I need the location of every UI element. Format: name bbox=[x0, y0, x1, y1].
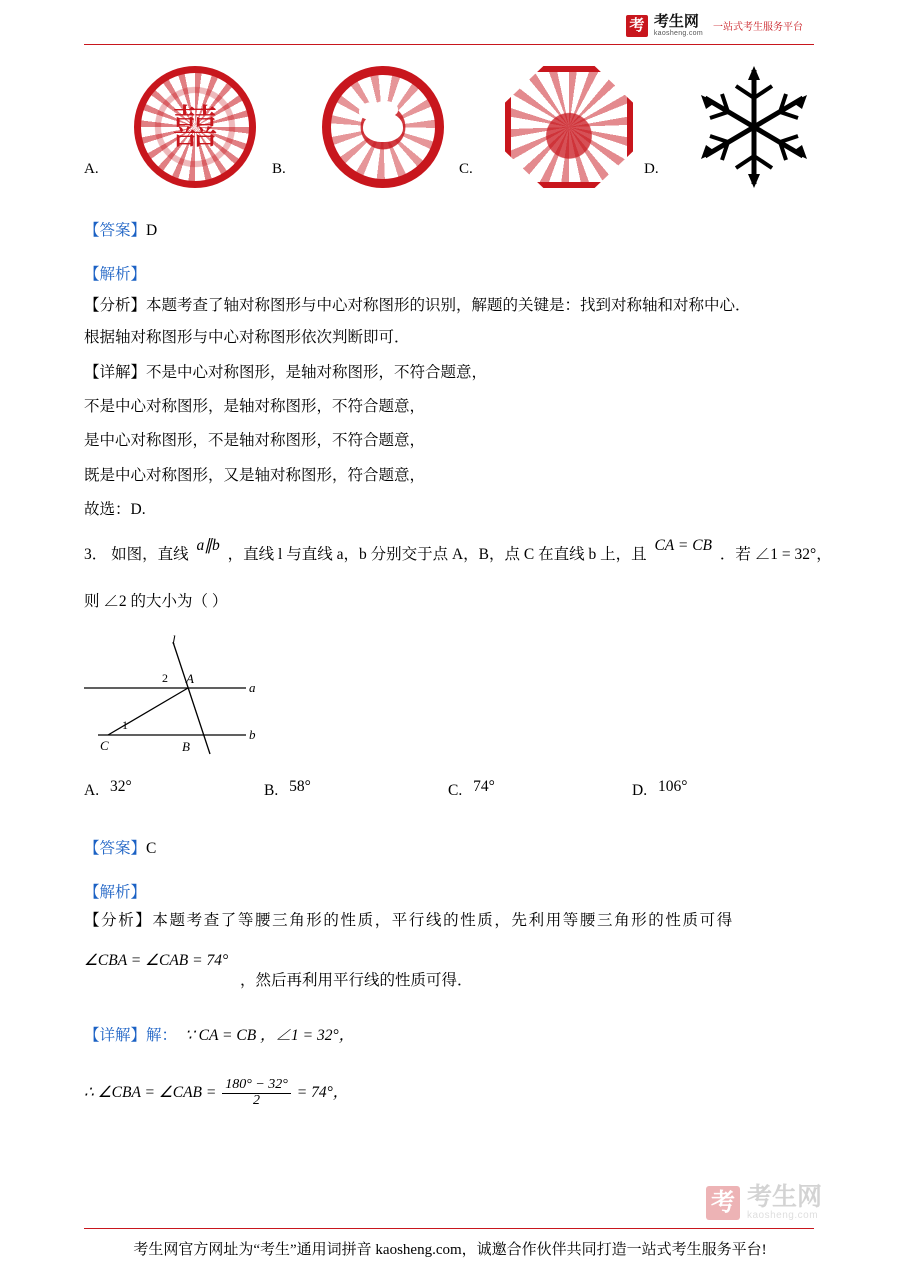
q3-detail-frac-num: 180° − 32° bbox=[222, 1078, 291, 1094]
q3-stem-eq: CA = CB bbox=[654, 537, 713, 554]
footer-text: 考生网官方网址为“考生”通用词拼音 kaosheng.com，诚邀合作伙伴共同打造一站式考生服务平台! bbox=[133, 1242, 767, 1258]
q3-option-a[interactable] bbox=[84, 778, 132, 801]
q3-option-a-label: A. bbox=[84, 782, 100, 799]
q3-detail-label: 【详解】解： bbox=[84, 1027, 178, 1044]
q3-detail-given: ∵ CA = CB ，∠1 = 32°， bbox=[184, 1027, 355, 1044]
q2-analysis-line-2: 根据轴对称图形与中心对称图形依次判断即可． bbox=[84, 329, 410, 346]
q3-option-b-label: B. bbox=[264, 782, 279, 799]
q3-number: 3． bbox=[84, 546, 108, 563]
q2-answer-value: D bbox=[146, 222, 158, 239]
q2-analysis-label: 【解析】 bbox=[84, 266, 147, 283]
question2-choice-images bbox=[84, 56, 816, 196]
q3-detail-frac-den: 2 bbox=[253, 1092, 261, 1108]
q3-detail-concl-prefix: ∴ ∠CBA = ∠CAB = bbox=[84, 1083, 217, 1101]
header-divider bbox=[84, 44, 814, 45]
q3-analysis-line-2b: ，然后再利用平行线的性质可得． bbox=[240, 972, 473, 989]
q3-stem-part1: 如图，直线 bbox=[111, 546, 189, 563]
fig-label-a: a bbox=[249, 680, 256, 695]
q3-analysis-label: 【解析】 bbox=[84, 884, 147, 901]
q2-answer-line bbox=[84, 222, 157, 241]
page-watermark bbox=[706, 1184, 822, 1221]
watermark-title-cn: 考生网 bbox=[746, 1183, 822, 1212]
q2-detail-line-4: 既是中心对称图形，又是轴对称图形，符合题意， bbox=[84, 467, 426, 484]
fig-label-B: B bbox=[182, 739, 190, 754]
choice-label-b: B. bbox=[272, 161, 286, 177]
choice-cell-a bbox=[84, 56, 267, 196]
q3-detail-line-1 bbox=[84, 1027, 354, 1046]
fig-label-A: A bbox=[186, 671, 194, 686]
q2-analysis-line-1: 【分析】本题考查了轴对称图形与中心对称图形的识别，解题的关键是：找到对称轴和对称中心． bbox=[84, 297, 751, 314]
q3-stem-part3: ．若 ∠1 = 32°， bbox=[719, 546, 832, 563]
logo-mark-icon: 考 bbox=[626, 15, 648, 37]
q3-option-a-value: 32° bbox=[109, 778, 132, 795]
choice-cell-c bbox=[459, 56, 642, 196]
q3-option-c-value: 74° bbox=[473, 778, 495, 795]
q3-stem-line-1 bbox=[84, 537, 832, 565]
q3-answer-line bbox=[84, 840, 156, 859]
q3-geometry-figure bbox=[78, 630, 278, 760]
snowflake-icon bbox=[672, 60, 807, 190]
choice-label-a: A. bbox=[84, 161, 99, 177]
watermark-mark-icon: 考 bbox=[706, 1186, 740, 1220]
q2-detail-line-3: 是中心对称图形，不是轴对称图形，不符合题意， bbox=[84, 432, 426, 449]
choice-label-d: D. bbox=[644, 161, 659, 177]
fig-label-C: C bbox=[100, 738, 109, 753]
q3-option-c[interactable] bbox=[448, 778, 495, 801]
fig-label-b: b bbox=[249, 727, 256, 742]
fig-angle-1: 1 bbox=[122, 718, 128, 732]
footer-divider bbox=[84, 1228, 814, 1229]
q3-analysis-line-2 bbox=[84, 952, 228, 971]
paper-cut-flower-basket-icon bbox=[487, 60, 622, 190]
choice-cell-b bbox=[272, 56, 455, 196]
paper-cut-double-happiness-icon bbox=[112, 60, 247, 190]
q3-stem-line-2: 则 ∠2 的大小为（ ） bbox=[84, 593, 228, 610]
q3-analysis-line-1: 【分析】本题考查了等腰三角形的性质，平行线的性质，先利用等腰三角形的性质可得 bbox=[84, 912, 734, 929]
q3-option-c-label: C. bbox=[448, 782, 463, 799]
logo-slogan: 一站式考生服务平台 bbox=[713, 22, 803, 34]
paper-cut-rabbit-icon bbox=[300, 60, 435, 190]
q3-answer-label: 【答案】 bbox=[84, 840, 147, 857]
q3-detail-concl-suffix: = 74°， bbox=[296, 1083, 349, 1101]
q3-detail-line-2 bbox=[84, 1078, 348, 1108]
q3-detail-fraction bbox=[222, 1078, 291, 1108]
q3-answer-value: C bbox=[146, 840, 157, 857]
q2-detail-line-1: 【详解】不是中心对称图形，是轴对称图形，不符合题意， bbox=[84, 364, 488, 381]
logo-text bbox=[654, 14, 703, 37]
q3-option-d-label: D. bbox=[632, 782, 648, 799]
q2-answer-label: 【答案】 bbox=[84, 222, 147, 239]
site-logo bbox=[626, 14, 803, 37]
q3-option-b-value: 58° bbox=[289, 778, 311, 795]
fig-label-l: l bbox=[172, 632, 176, 647]
logo-title-cn: 考生网 bbox=[653, 13, 699, 30]
q3-analysis-eq: ∠CBA = ∠CAB = 74° bbox=[84, 952, 229, 969]
q2-detail-line-2: 不是中心对称图形，是轴对称图形，不符合题意， bbox=[84, 398, 426, 415]
q3-stem-part2: ，直线 l 与直线 a，b 分别交于点 A，B，点 C 在直线 b 上，且 bbox=[227, 546, 647, 563]
q2-detail-line-5: 故选：D. bbox=[84, 501, 146, 518]
q3-option-b[interactable] bbox=[264, 778, 311, 801]
choice-cell-d bbox=[644, 56, 827, 196]
logo-title-en: kaosheng.com bbox=[653, 29, 703, 37]
q3-option-d-value: 106° bbox=[657, 778, 688, 795]
q3-option-d[interactable] bbox=[632, 778, 688, 801]
fig-angle-2: 2 bbox=[162, 671, 168, 685]
choice-label-c: C. bbox=[459, 161, 473, 177]
q3-stem-parallel: a∥b bbox=[196, 537, 220, 554]
watermark-title-en: kaosheng.com bbox=[746, 1209, 819, 1221]
